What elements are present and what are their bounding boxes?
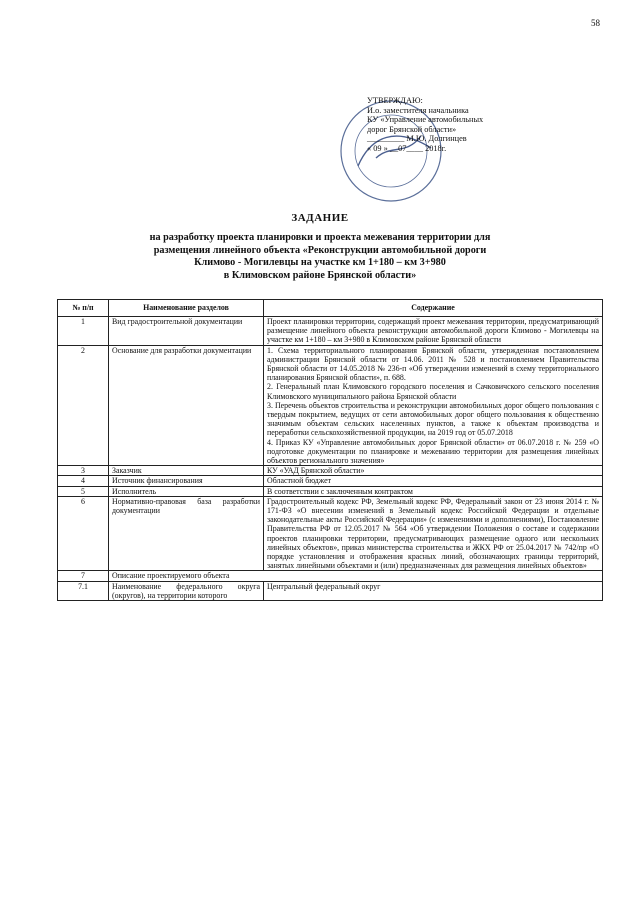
row-number: 4 [58,476,109,486]
row-section-name: Вид градостроительной документации [109,317,264,346]
subtitle-line: размещения линейного объекта «Реконструкции автомобильной дороги [153,244,487,256]
approval-line: _________ М.Ю. Долгинцев [367,134,467,144]
row-number: 3 [58,466,109,476]
assignment-table [57,299,603,601]
content-paragraph: 4. Приказ КУ «Управление автомобильных дорог Брянской области» от 06.07.2018 г. № 259 «О подготовке документации по планировке и межеванию территории для размещения линейных объектов регионального значения» [267,437,599,466]
document-subtitle [100,232,540,282]
table-header-row [58,300,603,317]
row-section-name: Основание для разработки документации [109,345,264,466]
row-content [264,581,603,600]
approval-line: КУ «Управление автомобильных [367,115,484,125]
approval-line: дорог Брянской области» [367,124,457,134]
content-paragraph: Областной бюджет [267,476,332,486]
row-section-name: Исполнитель [109,486,264,496]
row-number: 7 [58,571,109,581]
table-row [58,486,603,496]
content-paragraph: 1. Схема территориального планирования Брянской области, утвержденная постановлением администрации Брянской области от 14.06. 2011 № 528 и постановлением Правительства Брянской области от 14.05.2018 № 236-п «Об утверждении изменений в схему территориального планирования Брянской области», п. 688. [267,345,599,383]
row-content [264,496,603,571]
row-number: 1 [58,317,109,346]
row-section-name: Наименование федерального округа (округов), на территории которого [109,581,264,600]
row-content [264,317,603,346]
content-paragraph: В соответствии с заключенным контрактом [267,486,413,496]
row-number: 6 [58,496,109,571]
content-paragraph: Проект планировки территории, содержащий проект межевания территории, предусматривающий размещение линейного объекта реконструкции автомобильной дороги Климово - Могилевцы на участке км 1+180 – км 3+980 в Климовском районе Брянской области [267,317,599,345]
page-number: 58 [591,18,600,28]
row-section-name: Источник финансирования [109,476,264,486]
approval-block [367,96,567,154]
table-row [58,317,603,346]
row-section-name: Заказчик [109,466,264,476]
row-content [264,466,603,476]
row-section-name: Описание проектируемого объекта [109,571,603,581]
subtitle-line: Климово - Могилевцы на участке км 1+180 – км 3+980 [194,257,446,269]
table-row [58,345,603,466]
content-paragraph: КУ «УАД Брянской области» [267,466,365,476]
content-paragraph: 3. Перечень объектов строительства и реконструкции автомобильных дорог общего пользования с твердым покрытием, ведущих от сети автомобильных дорог общего пользования к общественно значимым объектам сельских населенных пунктов, а также к объектам производства и переработки сельскохозяйственной продукции, на 2019 год от 05.07.2018 [267,400,599,438]
row-number: 2 [58,345,109,466]
row-content [264,345,603,466]
subtitle-line: в Климовском районе Брянской области» [223,269,417,281]
header-content: Содержание [264,300,603,317]
approval-line: И.о. заместителя начальника [367,105,469,115]
table-row [58,581,603,600]
row-number: 7.1 [58,581,109,600]
header-section-name: Наименование разделов [109,300,264,317]
content-paragraph: Центральный федеральный округ [267,581,381,591]
document-title: ЗАДАНИЕ [291,212,349,224]
row-content [264,486,603,496]
table-row [58,571,603,581]
header-number: № п/п [58,300,109,317]
subtitle-line: на разработку проекта планировки и проекта межевания территории для [149,232,491,243]
row-section-name: Нормативно-правовая база разработки документации [109,496,264,571]
row-content [264,476,603,486]
table-row [58,496,603,571]
approval-line: « 09 » __07____ 2018г. [367,143,447,153]
content-paragraph: Градостроительный кодекс РФ, Земельный кодекс РФ, Федеральный закон от 23 июня 2014 г. № 171-ФЗ «О внесении изменений в Земельный кодекс Российской Федерации и отдельные законодательные акты Российской Федерации» (с изменениями и дополнениями), Постановление Правительства РФ от 12.05.2017 № 564 «Об утверждении Положения о составе и содержании проектов планировки территории, предусматривающих размещение одного или нескольких линейных объектов», приказ министерства строительства и ЖКХ РФ от 25.04.2017 № 742/пр «О порядке установления и отображения красных линий, обозначающих границы территорий, занятых линейными объектами и (или) предназначенных для размещения линейных объектов» [267,496,599,571]
table-row [58,466,603,476]
row-number: 5 [58,486,109,496]
content-paragraph: 2. Генеральный план Климовского городского поселения и Сачковичского сельского поселения Климовского муниципального района Брянской области [267,382,599,401]
table-row [58,476,603,486]
approval-heading: УТВЕРЖДАЮ: [367,96,423,105]
